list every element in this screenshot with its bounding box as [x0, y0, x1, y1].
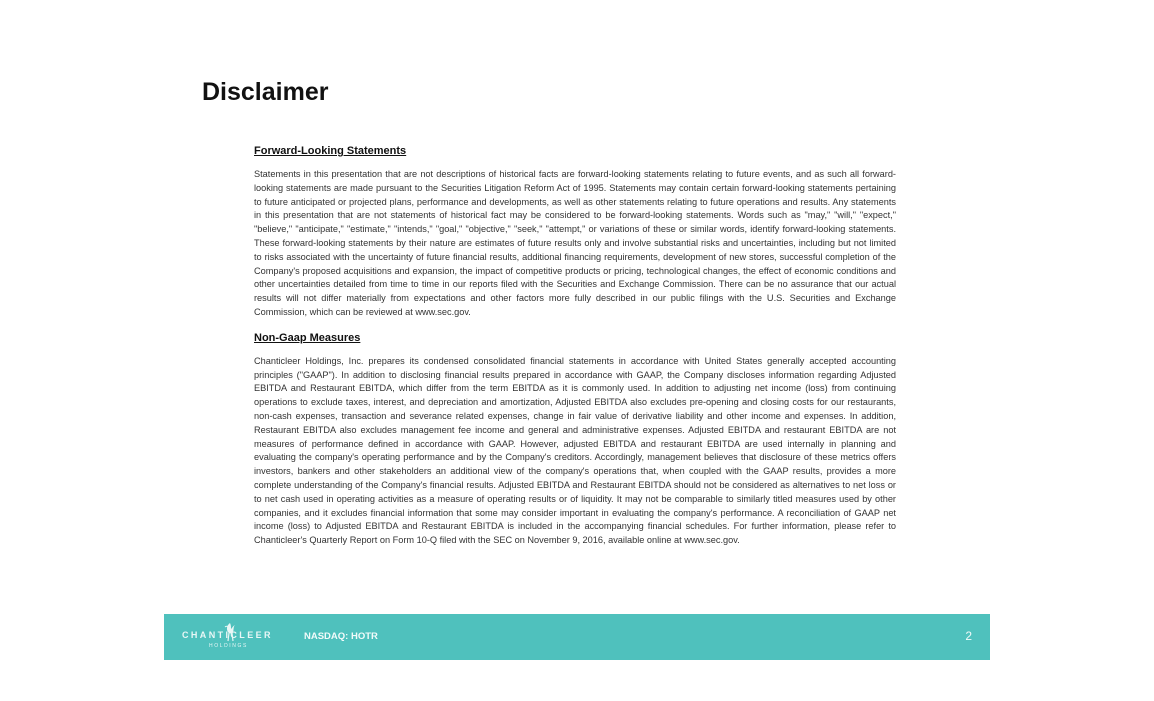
stock-ticker: NASDAQ: HOTR	[304, 631, 378, 642]
disclaimer-content	[254, 144, 896, 559]
company-logo	[182, 623, 282, 651]
page-number: 2	[965, 629, 972, 643]
non-gaap-section	[254, 331, 896, 548]
footer-bar	[164, 614, 990, 660]
non-gaap-heading: Non-Gaap Measures	[254, 331, 361, 344]
logo-text: CHANTICLEER	[182, 630, 273, 640]
forward-looking-heading: Forward-Looking Statements	[254, 145, 407, 157]
forward-looking-body: Statements in this presentation that are not descriptions of historical facts are forward-looking statements relating to future events, and as such all forward-looking statements are made pursuant to the Securities Litigation Reform Act of 1995. Statements may contain certain forward-looking statements pertaining to future anticipated or projected plans, performance and developments, as well as other statements relating to future operations and results. Any statements in this presentation that are not statements of historical fact may be considered to be forward-looking statements. Words such as "may," "will," "expect," "believe," "anticipate," "estimate," "intends," "goal," "objective," "seek," "attempt," or variations of these or similar words, identify forward-looking statements. These forward-looking statements by their nature are estimates of future results only and involve substantial risks and uncertainties, including but not limited to risks associated with the uncertainty of future financial results, additional financing requirements, development of new stores, successful completion of the Company's proposed acquisitions and expansion, the impact of competitive products or pricing, technological changes, the effect of economic conditions and other uncertainties detailed from time to time in our reports filed with the Securities and Exchange Commission. There can be no assurance that our actual results will not differ materially from expectations and other factors more fully described in our public filings with the U.S. Securities and Exchange Commission, which can be reviewed at www.sec.gov.	[254, 169, 896, 317]
logo-subtext: HOLDINGS	[209, 643, 248, 649]
slide-title: Disclaimer	[202, 78, 329, 106]
forward-looking-section	[254, 144, 896, 320]
non-gaap-body: Chanticleer Holdings, Inc. prepares its condensed consolidated financial statements in accordance with United States generally accepted accounting principles ("GAAP"). In addition to disclosing financial results prepared in accordance with GAAP, the Company discloses information regarding Adjusted EBITDA and Restaurant EBITDA, which differ from the term EBITDA as it is commonly used. In addition to adjusting net income (loss) from continuing operations to exclude taxes, interest, and depreciation and amortization, Adjusted EBITDA also excludes pre-opening and closing costs for our restaurants, non-cash expenses, transaction and severance related expenses, change in fair value of derivative liability and other income and expenses. In addition, Restaurant EBITDA also excludes management fee income and general and administrative expenses. Adjusted EBITDA and restaurant EBITDA are not measures of performance defined in accordance with GAAP. However, adjusted EBITDA and restaurant EBITDA are used internally in planning and evaluating the company's operating performance and by the Company's creditors. Accordingly, management believes that disclosure of these metrics offers investors, bankers and other stakeholders an additional view of the company's operations that, when coupled with the GAAP results, provides a more complete understanding of the Company's financial results. Adjusted EBITDA and Restaurant EBITDA should not be considered as alternatives to net loss or to net cash used in operating activities as a measure of operating results or of liquidity. It may not be comparable to similarly titled measures used by other companies, and it excludes financial information that some may consider important in evaluating the company's performance. A reconciliation of GAAP net income (loss) to Adjusted EBITDA and Restaurant EBITDA is included in the accompanying financial schedules. For further information, please refer to Chanticleer's Quarterly Report on Form 10-Q filed with the SEC on November 9, 2016, available online at www.sec.gov.	[254, 355, 896, 546]
